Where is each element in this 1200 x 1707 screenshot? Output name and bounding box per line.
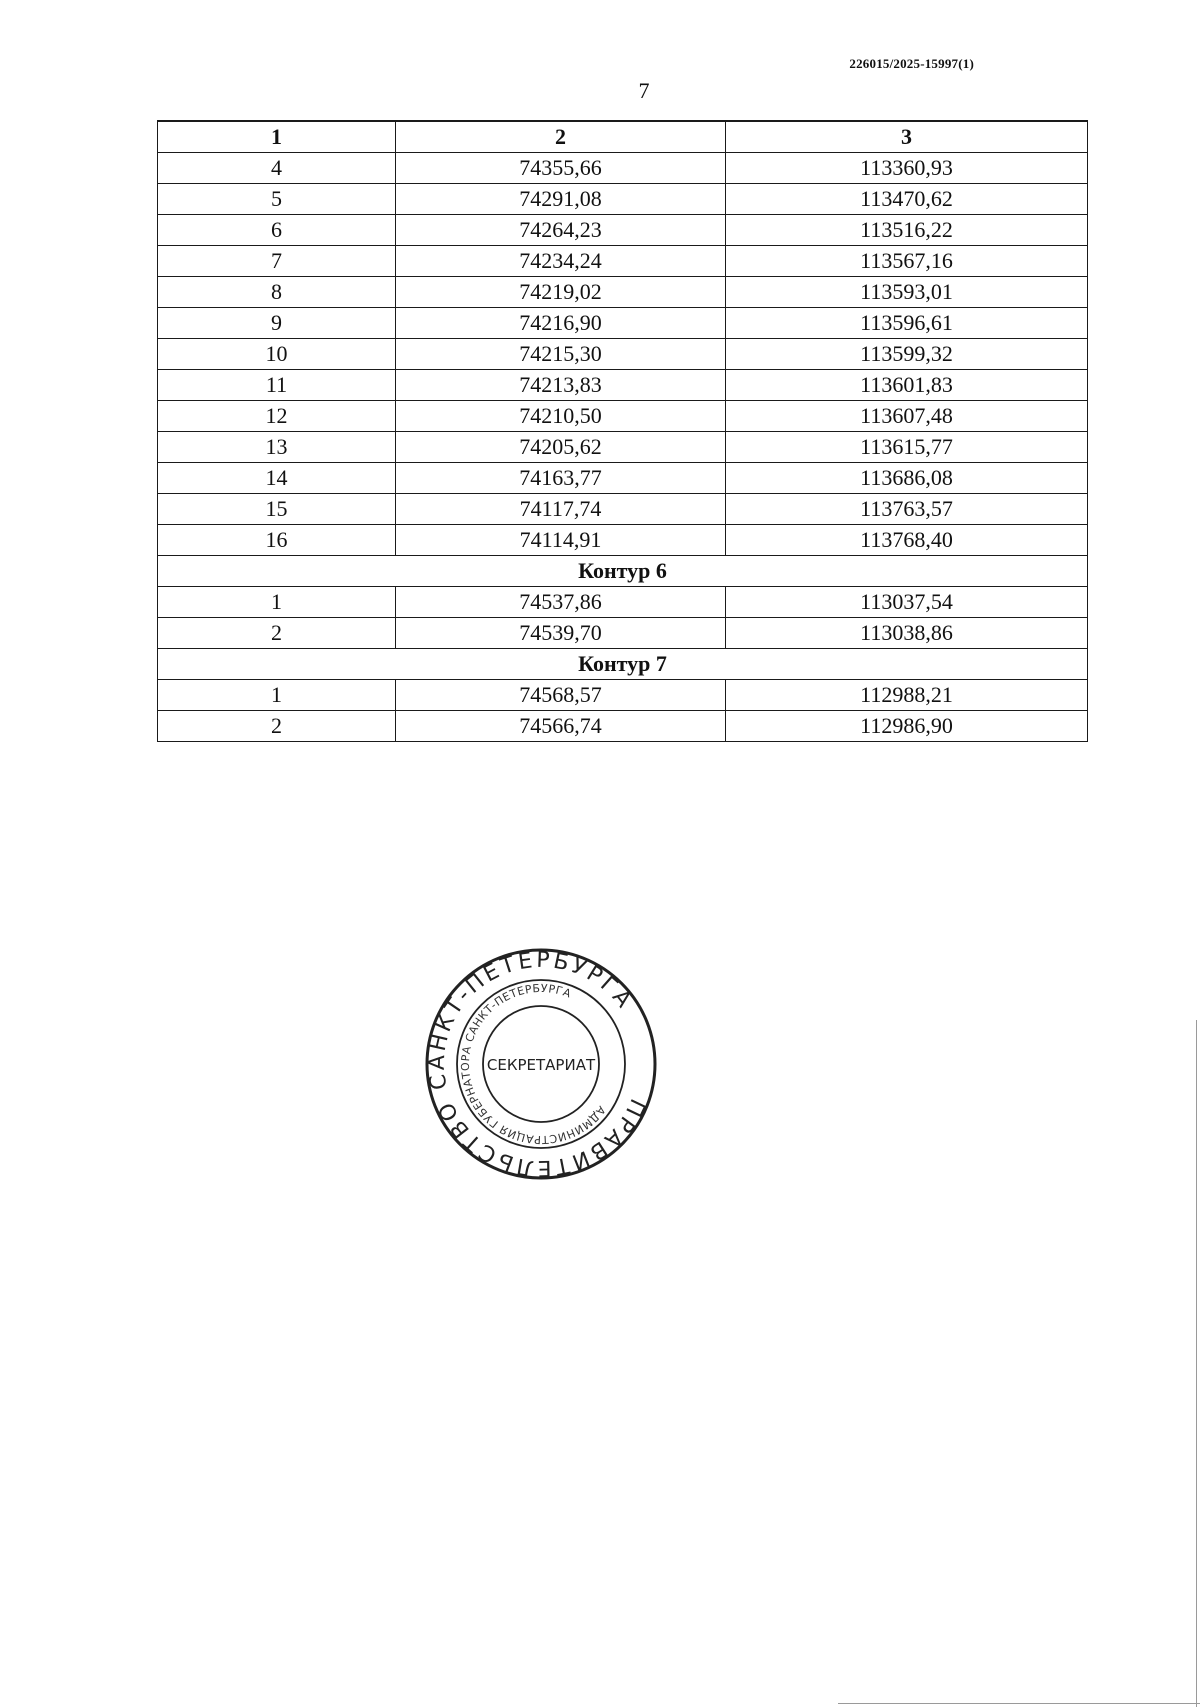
document-id: 226015/2025-15997(1) (849, 56, 974, 71)
x-coordinate-cell: 74539,70 (396, 618, 726, 649)
column-header: 2 (396, 121, 726, 153)
y-coordinate-cell: 113768,40 (726, 525, 1088, 556)
y-coordinate-cell: 113470,62 (726, 184, 1088, 215)
point-number-cell: 10 (158, 339, 396, 370)
x-coordinate-cell: 74114,91 (396, 525, 726, 556)
official-seal-stamp (423, 946, 659, 1182)
x-coordinate-cell: 74216,90 (396, 308, 726, 339)
table-row (158, 277, 1088, 308)
point-number-cell: 7 (158, 246, 396, 277)
table-row (158, 215, 1088, 246)
section-row-contour-6 (158, 556, 1088, 587)
x-coordinate-cell: 74219,02 (396, 277, 726, 308)
section-row-contour-7 (158, 649, 1088, 680)
scan-edge-line (838, 1703, 1200, 1704)
x-coordinate-cell: 74537,86 (396, 587, 726, 618)
x-coordinate-cell: 74264,23 (396, 215, 726, 246)
column-header: 1 (158, 121, 396, 153)
table-row (158, 463, 1088, 494)
point-number-cell: 15 (158, 494, 396, 525)
point-number-cell: 16 (158, 525, 396, 556)
contour-6-title: Контур 6 (158, 556, 1088, 587)
page-number: 7 (638, 78, 650, 103)
table-row (158, 587, 1088, 618)
seal-center-text: СЕКРЕТАРИАТ (486, 1056, 596, 1074)
y-coordinate-cell: 113360,93 (726, 153, 1088, 184)
point-number-cell: 12 (158, 401, 396, 432)
scan-edge-line (1196, 1020, 1197, 1707)
table-row (158, 711, 1088, 742)
x-coordinate-cell: 74205,62 (396, 432, 726, 463)
table-row (158, 339, 1088, 370)
contour-7-title: Контур 7 (158, 649, 1088, 680)
x-coordinate-cell: 74117,74 (396, 494, 726, 525)
x-coordinate-cell: 74291,08 (396, 184, 726, 215)
point-number-cell: 2 (158, 618, 396, 649)
x-coordinate-cell: 74213,83 (396, 370, 726, 401)
column-header: 3 (726, 121, 1088, 153)
x-coordinate-cell: 74234,24 (396, 246, 726, 277)
y-coordinate-cell: 112988,21 (726, 680, 1088, 711)
point-number-cell: 1 (158, 680, 396, 711)
table-row (158, 308, 1088, 339)
seal-outer-text: ПРАВИТЕЛЬСТВО САНКТ-ПЕТЕРБУРГА (424, 947, 650, 1181)
x-coordinate-cell: 74210,50 (396, 401, 726, 432)
point-number-cell: 6 (158, 215, 396, 246)
point-number-cell: 14 (158, 463, 396, 494)
y-coordinate-cell: 113516,22 (726, 215, 1088, 246)
y-coordinate-cell: 113567,16 (726, 246, 1088, 277)
x-coordinate-cell: 74568,57 (396, 680, 726, 711)
table-row (158, 494, 1088, 525)
x-coordinate-cell: 74163,77 (396, 463, 726, 494)
point-number-cell: 4 (158, 153, 396, 184)
point-number-cell: 11 (158, 370, 396, 401)
x-coordinate-cell: 74355,66 (396, 153, 726, 184)
table-header-row (158, 121, 1088, 153)
table-row (158, 680, 1088, 711)
y-coordinate-cell: 113593,01 (726, 277, 1088, 308)
point-number-cell: 9 (158, 308, 396, 339)
coordinates-table (157, 120, 1088, 742)
y-coordinate-cell: 113615,77 (726, 432, 1088, 463)
y-coordinate-cell: 112986,90 (726, 711, 1088, 742)
table-row (158, 246, 1088, 277)
table-row (158, 184, 1088, 215)
point-number-cell: 2 (158, 711, 396, 742)
y-coordinate-cell: 113038,86 (726, 618, 1088, 649)
table-row (158, 525, 1088, 556)
y-coordinate-cell: 113601,83 (726, 370, 1088, 401)
y-coordinate-cell: 113596,61 (726, 308, 1088, 339)
x-coordinate-cell: 74215,30 (396, 339, 726, 370)
y-coordinate-cell: 113037,54 (726, 587, 1088, 618)
table-row (158, 618, 1088, 649)
point-number-cell: 1 (158, 587, 396, 618)
y-coordinate-cell: 113763,57 (726, 494, 1088, 525)
x-coordinate-cell: 74566,74 (396, 711, 726, 742)
table-row (158, 370, 1088, 401)
y-coordinate-cell: 113599,32 (726, 339, 1088, 370)
table-row (158, 153, 1088, 184)
y-coordinate-cell: 113686,08 (726, 463, 1088, 494)
seal-inner-text: АДМИНИСТРАЦИЯ ГУБЕРНАТОРА САНКТ-ПЕТЕРБУРГА (458, 981, 608, 1147)
table-row (158, 401, 1088, 432)
y-coordinate-cell: 113607,48 (726, 401, 1088, 432)
point-number-cell: 8 (158, 277, 396, 308)
point-number-cell: 5 (158, 184, 396, 215)
point-number-cell: 13 (158, 432, 396, 463)
table-row (158, 432, 1088, 463)
